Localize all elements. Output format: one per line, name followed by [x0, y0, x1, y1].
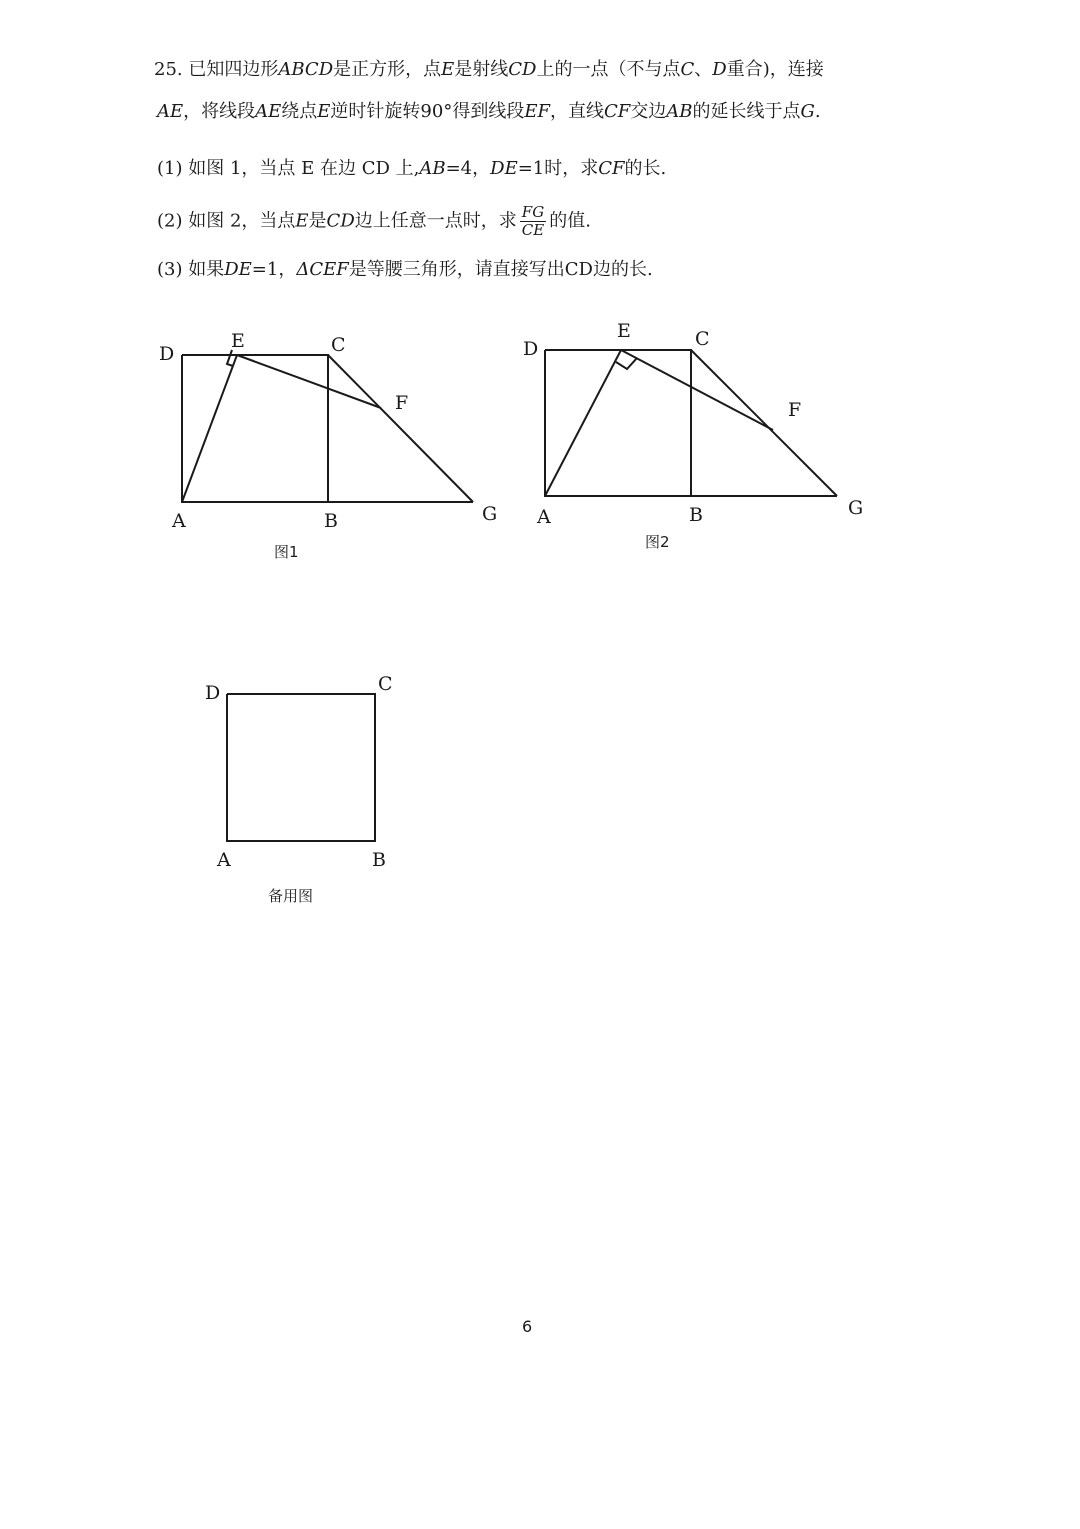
- q3-var: ΔCEF: [296, 259, 349, 280]
- page-number: 6: [522, 1317, 533, 1336]
- stem-text: .: [814, 101, 821, 122]
- stem-var: AE: [255, 101, 282, 122]
- fig2-label-d: D: [523, 338, 539, 360]
- stem-text: 、: [694, 59, 713, 80]
- stem-var: E: [317, 101, 331, 122]
- fig3-caption: 备用图: [268, 887, 314, 905]
- fig3-label-d: D: [205, 682, 221, 704]
- stem-text: 上的一点（不与点: [536, 59, 681, 80]
- q2-text: 是: [308, 210, 327, 232]
- q1-text: =1时，求: [517, 158, 599, 179]
- fig3-label-a: A: [217, 849, 231, 871]
- fig1-label-e: E: [231, 330, 245, 352]
- stem-text: 是射线: [454, 59, 509, 80]
- problem-number: 25.: [154, 59, 183, 80]
- q2-var: CD: [326, 210, 355, 232]
- q1-var: DE: [490, 158, 518, 179]
- q2-var: E: [295, 210, 309, 232]
- fig3-label-b: B: [372, 849, 386, 871]
- stem-text: 的延长线于点: [692, 101, 801, 122]
- q3-text: =1，: [251, 259, 297, 280]
- stem-text: 已知四边形: [188, 59, 279, 80]
- fig2-label-e: E: [617, 320, 631, 342]
- q3-var: DE: [224, 259, 252, 280]
- stem-var: AE: [157, 101, 184, 122]
- fig1-label-a: A: [172, 510, 186, 532]
- q3-text: 是等腰三角形，请直接写出CD边的长.: [348, 259, 653, 280]
- stem-var: G: [800, 101, 815, 122]
- stem-var: E: [441, 59, 455, 80]
- stem-text: ，将线段: [183, 101, 256, 122]
- stem-text: 逆时针旋转90°得到线段: [330, 101, 525, 122]
- stem-var: CF: [603, 101, 631, 122]
- q1-text: 的长.: [624, 158, 667, 179]
- fig3-square: [227, 694, 375, 841]
- stem-var: ABCD: [278, 59, 334, 80]
- fig2-label-g: G: [848, 497, 864, 519]
- stem-text: 交边: [630, 101, 667, 122]
- q3-text: (3) 如果: [157, 259, 225, 280]
- q1-text: =4，: [445, 158, 491, 179]
- fig2-label-b: B: [689, 504, 703, 526]
- fig2-label-a: A: [537, 506, 551, 528]
- fig1-label-b: B: [324, 510, 338, 532]
- fig1-label-d: D: [159, 343, 175, 365]
- q1-text: (1) 如图 1，当点 E 在边 CD 上,: [157, 158, 420, 179]
- stem-text: 重合)，连接: [726, 59, 824, 80]
- stem-var: EF: [524, 101, 550, 122]
- fig2-label-c: C: [695, 328, 710, 350]
- fig3-label-c: C: [378, 673, 393, 695]
- fig1-label-f: F: [395, 392, 409, 414]
- stem-var: D: [712, 59, 727, 80]
- fig2-caption: 图2: [645, 533, 670, 551]
- stem-var: C: [680, 59, 695, 80]
- fig1-label-g: G: [482, 503, 498, 525]
- fraction-numerator: FG: [520, 204, 546, 222]
- fig2-label-f: F: [788, 399, 802, 421]
- q1-var: CF: [598, 158, 625, 179]
- q2-text: 的值.: [549, 210, 591, 232]
- fraction-denominator: CE: [521, 221, 545, 239]
- q1-var: AB: [419, 158, 446, 179]
- q2-text: 边上任意一点时，求: [354, 210, 517, 232]
- q2-text: (2) 如图 2，当点: [157, 210, 296, 232]
- stem-var: AB: [666, 101, 693, 122]
- stem-text: 绕点: [281, 101, 318, 122]
- stem-var: CD: [508, 59, 537, 80]
- fig1-caption: 图1: [274, 543, 299, 561]
- stem-text: 是正方形，点: [333, 59, 442, 80]
- stem-text: ，直线: [549, 101, 604, 122]
- fig1-label-c: C: [331, 334, 346, 356]
